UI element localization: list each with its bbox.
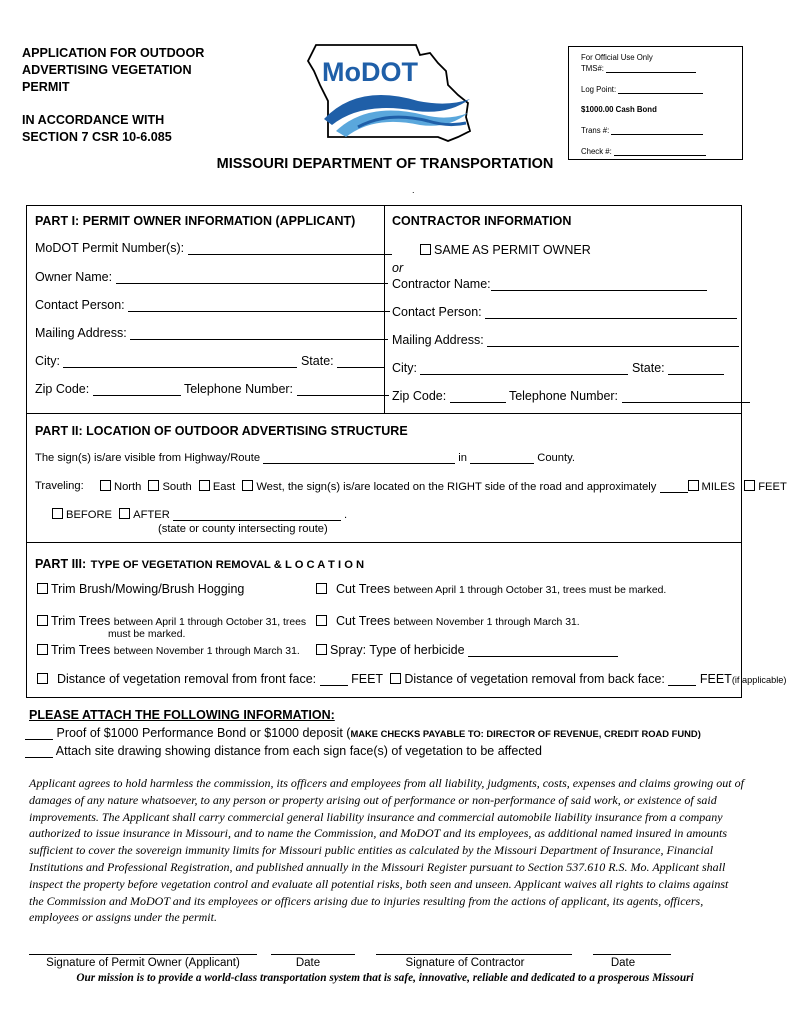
contractor-zip-label: Zip Code: bbox=[392, 389, 447, 403]
official-use-title: For Official Use Only bbox=[581, 53, 653, 62]
contractor-contact-input[interactable] bbox=[485, 318, 737, 319]
permit-number-input[interactable] bbox=[188, 254, 392, 255]
contractor-heading: CONTRACTOR INFORMATION bbox=[392, 214, 572, 228]
contractor-telephone-label: Telephone Number: bbox=[508, 389, 619, 403]
section-divider bbox=[27, 413, 741, 414]
contractor-contact-label: Contact Person: bbox=[392, 305, 482, 319]
cut-trees-summer-label: Cut Trees bbox=[336, 582, 391, 596]
telephone-input[interactable] bbox=[297, 395, 389, 396]
trim-trees-summer-note: between April 1 through October 31, trees bbox=[113, 617, 307, 628]
telephone-label: Telephone Number: bbox=[183, 382, 294, 396]
same-as-owner-checkbox[interactable] bbox=[420, 244, 431, 255]
contractor-state-input[interactable] bbox=[668, 374, 724, 375]
trim-trees-winter-note: between November 1 through March 31. bbox=[113, 646, 300, 657]
miles-checkbox[interactable] bbox=[688, 480, 699, 491]
trim-trees-winter-label: Trim Trees bbox=[51, 643, 111, 657]
section-divider bbox=[27, 542, 741, 543]
contractor-mailing-label: Mailing Address: bbox=[392, 333, 484, 347]
spray-label: Spray: Type of herbicide bbox=[330, 643, 465, 657]
contractor-city-field bbox=[392, 361, 724, 375]
attach-item-bond bbox=[25, 726, 701, 740]
city-label: City: bbox=[35, 354, 60, 368]
owner-date-line[interactable] bbox=[271, 954, 355, 955]
modot-logo-text: MoDOT bbox=[322, 57, 418, 87]
trans-blank[interactable] bbox=[611, 134, 703, 135]
mailing-address-field bbox=[35, 326, 388, 340]
contractor-state-label: State: bbox=[631, 361, 665, 375]
trim-trees-winter-option[interactable] bbox=[37, 643, 300, 657]
department-name: MISSOURI DEPARTMENT OF TRANSPORTATION bbox=[216, 156, 554, 172]
owner-name-input[interactable] bbox=[116, 283, 388, 284]
back-face-checkbox[interactable] bbox=[390, 673, 401, 684]
cut-trees-winter-checkbox[interactable] bbox=[316, 615, 327, 626]
mailing-address-input[interactable] bbox=[130, 339, 388, 340]
owner-signature-label: Signature of Permit Owner (Applicant) bbox=[46, 957, 240, 969]
contractor-signature-line[interactable] bbox=[376, 954, 572, 955]
city-state-field bbox=[35, 354, 385, 368]
form-title-line: PERMIT bbox=[22, 80, 70, 94]
contractor-mailing-field bbox=[392, 333, 739, 347]
form-title-line: APPLICATION FOR OUTDOOR bbox=[22, 46, 205, 60]
state-input[interactable] bbox=[337, 367, 385, 368]
east-label: East bbox=[212, 481, 236, 493]
regulation-line: SECTION 7 CSR 10-6.085 bbox=[22, 130, 172, 144]
contractor-date-label: Date bbox=[610, 957, 636, 969]
trans-label: Trans #: bbox=[581, 126, 610, 135]
attach-heading: PLEASE ATTACH THE FOLLOWING INFORMATION: bbox=[29, 708, 335, 722]
drawing-label: Attach site drawing showing distance from each sign face(s) of vegetation to be affected bbox=[55, 744, 542, 758]
spray-checkbox[interactable] bbox=[316, 644, 327, 655]
highway-route-input[interactable] bbox=[263, 463, 455, 464]
contractor-mailing-input[interactable] bbox=[487, 346, 739, 347]
after-label: AFTER bbox=[133, 509, 170, 521]
contractor-zip-field bbox=[392, 389, 750, 403]
contractor-name-label: Contractor Name: bbox=[392, 277, 491, 291]
mission-statement: Our mission is to provide a world-class transportation system that is safe, innovative, reliable and dedicated to a prosperous Missouri bbox=[76, 972, 694, 984]
west-checkbox[interactable] bbox=[242, 480, 253, 491]
trim-brush-checkbox[interactable] bbox=[37, 583, 48, 594]
same-as-owner-option[interactable] bbox=[420, 243, 591, 257]
same-as-owner-label: SAME AS PERMIT OWNER bbox=[434, 243, 591, 257]
trim-trees-summer-option[interactable] bbox=[37, 614, 306, 628]
cut-trees-winter-note: between November 1 through March 31. bbox=[393, 617, 580, 628]
zip-label: Zip Code: bbox=[35, 382, 90, 396]
if-applicable-note: (if applicable) bbox=[731, 675, 787, 685]
feet-label: FEET bbox=[758, 481, 787, 493]
official-use-box bbox=[568, 46, 743, 160]
part2-heading: PART II: LOCATION OF OUTDOOR ADVERTISING STRUCTURE bbox=[35, 424, 408, 438]
modot-logo bbox=[298, 41, 474, 145]
north-label: North bbox=[114, 481, 142, 493]
zip-phone-field bbox=[35, 382, 389, 396]
west-label: West, the sign(s) is/are located on the RIGHT side of the road and approximately bbox=[256, 481, 657, 493]
trim-trees-summer-label: Trim Trees bbox=[51, 614, 111, 628]
visible-from-label: The sign(s) is/are visible from Highway/Route bbox=[35, 452, 261, 464]
period-label: . bbox=[344, 509, 348, 521]
part3-heading-title: TYPE OF VEGETATION REMOVAL & L O C A T I O N bbox=[90, 559, 365, 571]
cash-bond-label: $1000.00 Cash Bond bbox=[581, 105, 657, 114]
owner-signature-line[interactable] bbox=[29, 954, 257, 955]
before-label: BEFORE bbox=[66, 509, 113, 521]
front-face-input[interactable] bbox=[320, 685, 348, 686]
check-label: Check #: bbox=[581, 147, 612, 156]
log-point-field bbox=[581, 85, 703, 94]
form-title bbox=[22, 45, 204, 96]
miles-label: MILES bbox=[701, 481, 736, 493]
contractor-city-label: City: bbox=[392, 361, 417, 375]
permit-number-label: MoDOT Permit Number(s): bbox=[35, 241, 185, 255]
permit-number-field bbox=[35, 241, 392, 255]
regulation-line: IN ACCORDANCE WITH bbox=[22, 113, 165, 127]
feet-checkbox[interactable] bbox=[744, 480, 755, 491]
contractor-date-line[interactable] bbox=[593, 954, 671, 955]
tms-blank[interactable] bbox=[606, 72, 696, 73]
or-label: or bbox=[392, 261, 404, 275]
north-checkbox[interactable] bbox=[100, 480, 111, 491]
city-input[interactable] bbox=[63, 367, 297, 368]
trim-brush-option[interactable] bbox=[37, 582, 244, 596]
contact-person-input[interactable] bbox=[128, 311, 390, 312]
herbicide-input[interactable] bbox=[468, 656, 618, 657]
before-checkbox[interactable] bbox=[52, 508, 63, 519]
contact-person-field bbox=[35, 298, 390, 312]
separator-dot: . bbox=[412, 185, 415, 195]
intersecting-route-input[interactable] bbox=[173, 520, 341, 521]
south-label: South bbox=[162, 481, 192, 493]
tms-field bbox=[581, 64, 696, 73]
front-face-label: Distance of vegetation removal from front face: bbox=[57, 672, 317, 686]
contractor-contact-field bbox=[392, 305, 737, 319]
contact-person-label: Contact Person: bbox=[35, 298, 125, 312]
back-feet-label: FEET bbox=[699, 672, 732, 686]
back-face-label: Distance of vegetation removal from back face: bbox=[404, 672, 665, 686]
trim-brush-label: Trim Brush/Mowing/Brush Hogging bbox=[51, 582, 245, 596]
cut-trees-winter-label: Cut Trees bbox=[336, 614, 391, 628]
after-checkbox[interactable] bbox=[119, 508, 130, 519]
part1-heading: PART I: PERMIT OWNER INFORMATION (APPLICANT) bbox=[35, 214, 356, 228]
county-input[interactable] bbox=[470, 463, 534, 464]
cut-trees-winter-option[interactable] bbox=[316, 614, 580, 628]
trans-field bbox=[581, 126, 703, 135]
contractor-city-input[interactable] bbox=[420, 374, 628, 375]
log-point-blank[interactable] bbox=[618, 93, 703, 94]
attach-item-drawing bbox=[25, 744, 542, 758]
east-checkbox[interactable] bbox=[199, 480, 210, 491]
intersecting-route-hint: (state or county intersecting route) bbox=[158, 523, 328, 535]
county-label: County. bbox=[537, 452, 575, 464]
highway-route-field bbox=[35, 452, 575, 464]
spray-option[interactable] bbox=[316, 643, 618, 657]
state-label: State: bbox=[300, 354, 334, 368]
hold-harmless-agreement: Applicant agrees to hold harmless the commission, its officers and employees from all liability, judgments, costs, expenses and claims growing out of damages of any nature whatsoever, to any person or property arising out of performance or non-performance of said work, or existence of said improvements. The Applicant shall carry commercial general liability insurance and commercial automobile liability insurance from a company authorized to issue insurance in Missouri, and to name the Commission, and MoDOT and its employees, as additional named insured in amounts sufficient to cover the sovereign immunity limits for Missouri public entities as calculated by the Missouri Department of Insurance, Financial Institutions and Professional Registration, and published annually in the Missouri Register pursuant to Section 537.610 R.S. Mo. Applicant shall inspect the property before vegetation control and evaluate all potential risks, both seen and unseen. Applicant waives all rights to claims against the Commission and MoDOT and its employees or officers arising due to injuries resulting from the actions of applicant, its agents, officers, employees or assigns under the permit. bbox=[29, 776, 744, 925]
owner-date-label: Date bbox=[295, 957, 321, 969]
bond-check-blank[interactable] bbox=[25, 739, 53, 740]
check-field bbox=[581, 147, 706, 156]
owner-name-field bbox=[35, 270, 388, 284]
front-face-checkbox[interactable] bbox=[37, 673, 48, 684]
drawing-check-blank[interactable] bbox=[25, 757, 53, 758]
in-label: in bbox=[458, 452, 468, 464]
contractor-name-field bbox=[392, 277, 707, 291]
back-face-input[interactable] bbox=[668, 685, 696, 686]
direction-row bbox=[100, 480, 787, 493]
log-point-label: Log Point: bbox=[581, 85, 617, 94]
payable-to-label: MAKE CHECKS PAYABLE TO: DIRECTOR OF REVENUE, CREDIT ROAD FUND) bbox=[350, 728, 701, 739]
cut-trees-summer-checkbox[interactable] bbox=[316, 583, 327, 594]
front-feet-label: FEET bbox=[351, 672, 383, 686]
regulation-reference bbox=[22, 112, 172, 146]
bond-label: Proof of $1000 Performance Bond or $1000 deposit ( bbox=[56, 726, 351, 740]
cut-trees-summer-option[interactable] bbox=[316, 582, 666, 596]
south-checkbox[interactable] bbox=[148, 480, 159, 491]
contractor-signature-label: Signature of Contractor bbox=[405, 957, 525, 969]
trim-trees-winter-checkbox[interactable] bbox=[37, 644, 48, 655]
mailing-address-label: Mailing Address: bbox=[35, 326, 127, 340]
zip-input[interactable] bbox=[93, 395, 181, 396]
trim-trees-summer-note2: must be marked. bbox=[108, 629, 186, 640]
cut-trees-summer-note: between April 1 through October 31, trees must be marked. bbox=[393, 585, 667, 596]
contractor-telephone-input[interactable] bbox=[622, 402, 750, 403]
tms-label: TMS#: bbox=[581, 64, 604, 73]
contractor-zip-input[interactable] bbox=[450, 402, 506, 403]
distance-row bbox=[37, 672, 786, 686]
distance-input[interactable] bbox=[660, 492, 688, 493]
trim-trees-summer-checkbox[interactable] bbox=[37, 615, 48, 626]
contractor-name-input[interactable] bbox=[491, 290, 707, 291]
part3-heading bbox=[35, 555, 364, 573]
traveling-label: Traveling: bbox=[35, 480, 84, 492]
owner-name-label: Owner Name: bbox=[35, 270, 113, 284]
form-title-line: ADVERTISING VEGETATION bbox=[22, 63, 192, 77]
before-after-row bbox=[52, 508, 347, 521]
part3-heading-label: PART III: bbox=[35, 557, 87, 571]
